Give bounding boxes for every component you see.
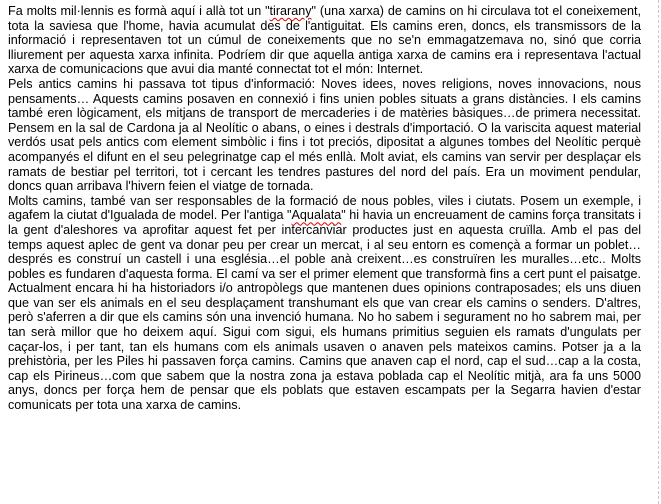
paragraph-1-text-a: Fa molts mil·lennis es formà aquí i allà tot un ": [8, 4, 270, 18]
misspelled-word[interactable]: Aqualata: [291, 208, 342, 223]
paragraph-1-text-b: " (una xarxa) de camins on hi circulava tot el coneixement, tota la saviesa que l'home, havia acumulat des de l'antiguitat. Els camins eren, doncs, els transmissors de la informació i representaven tot un cúmul de coneixements que no se'n emmagatzemava no, sinó que corria lliurement per aquesta xarxa infinita. Podríem dir que aquella antiga xarxa de camins era i representava l'actual xarxa de comunicacions que avui dia manté connectat tot el món: Internet.: [8, 4, 641, 77]
document-body[interactable]: [8, 4, 641, 413]
paragraph-3-text-a: Molts camins, també van ser responsables de la formació de nous pobles, viles i ciutats. Posem un exemple, i agafem la ciutat d'Igualada de model. Per l'antiga ": [8, 193, 641, 223]
paragraph-3-text-b: " hi havia un encreuament de camins força transitats i la gent d'aleshores va aprofitar aquest fet per intercanviar productes just en aquesta cruïlla. Amb el pas del temps aquest aplec de gent va donar peu per crear un mercat, i al seu entorn es començà a formar un poblet…després es construí un castell i una església…el poble anà creixent…es construïren les muralles…etc.. Molts pobles es fundaren d'aquesta forma. El camí va ser el primer element que transformà fins a cert punt el paisatge. Actualment encara hi ha historiadors i/o antropòlegs que mantenen dues opinions contraposades; els uns diuen que van ser els animals en el seu desplaçament transhumant els que van crear els camins o senders. D'altres, però s'aferren a dir que els camins són una invenció humana. No ho sabem i segurament no ho sabrem mai, per tan serà millor que ho deixem aquí. Sigui com sigui, els humans primitius seguien els ramats d'ungulats per caçar-los, i per tant, tan els humans com els animals usaven o anaven pels mateixos camins. Potser ja a la prehistòria, per les Piles hi passaven força camins. Camins que anaven cap el nord, cap el sud…cap a la costa, cap els Pirineus…com que sabem que la nostra zona ja estava poblada cap el Neolític mitjà, ara fa uns 5000 anys, doncs per força hem de pensar que els poblats que estaven escampats per la Segarra havien d'estar comunicats per tota una xarxa de camins.: [8, 208, 641, 413]
paragraph-1: [8, 4, 641, 77]
page-margin-guide: [658, 0, 659, 504]
paragraph-3: [8, 194, 641, 413]
paragraph-2: [8, 77, 641, 194]
misspelled-word[interactable]: tirarany: [269, 4, 312, 18]
paragraph-2-text: Pels antics camins hi passava tot tipus d'informació: Noves idees, noves religions, noves innovacions, nous pensaments… Aquests camins posaven en connexió i fins unien pobles situats a grans distàncies. I els camins també eren lògicament, els mitjans de transport de mercaderies i de matèries bàsiques…de primera necessitat. Pensem en la sal de Cardona ja al Neolític o abans, o eines i destrals d'importació. O la variscita aquest material verdós usat pels antics com element simbòlic i fins i tot preciós, dipositat a algunes tombes del Neolític perquè acompanyés el difunt en el seu pelegrinatge cap el més enllà. Molt aviat, els camins van servir per desplaçar els ramats de bestiar pel territori, tot i cercant les tendres pastures del nord del país. Era un moviment pendular, doncs quan arribava l'hivern feien el viatge de tornada.: [8, 76, 641, 194]
